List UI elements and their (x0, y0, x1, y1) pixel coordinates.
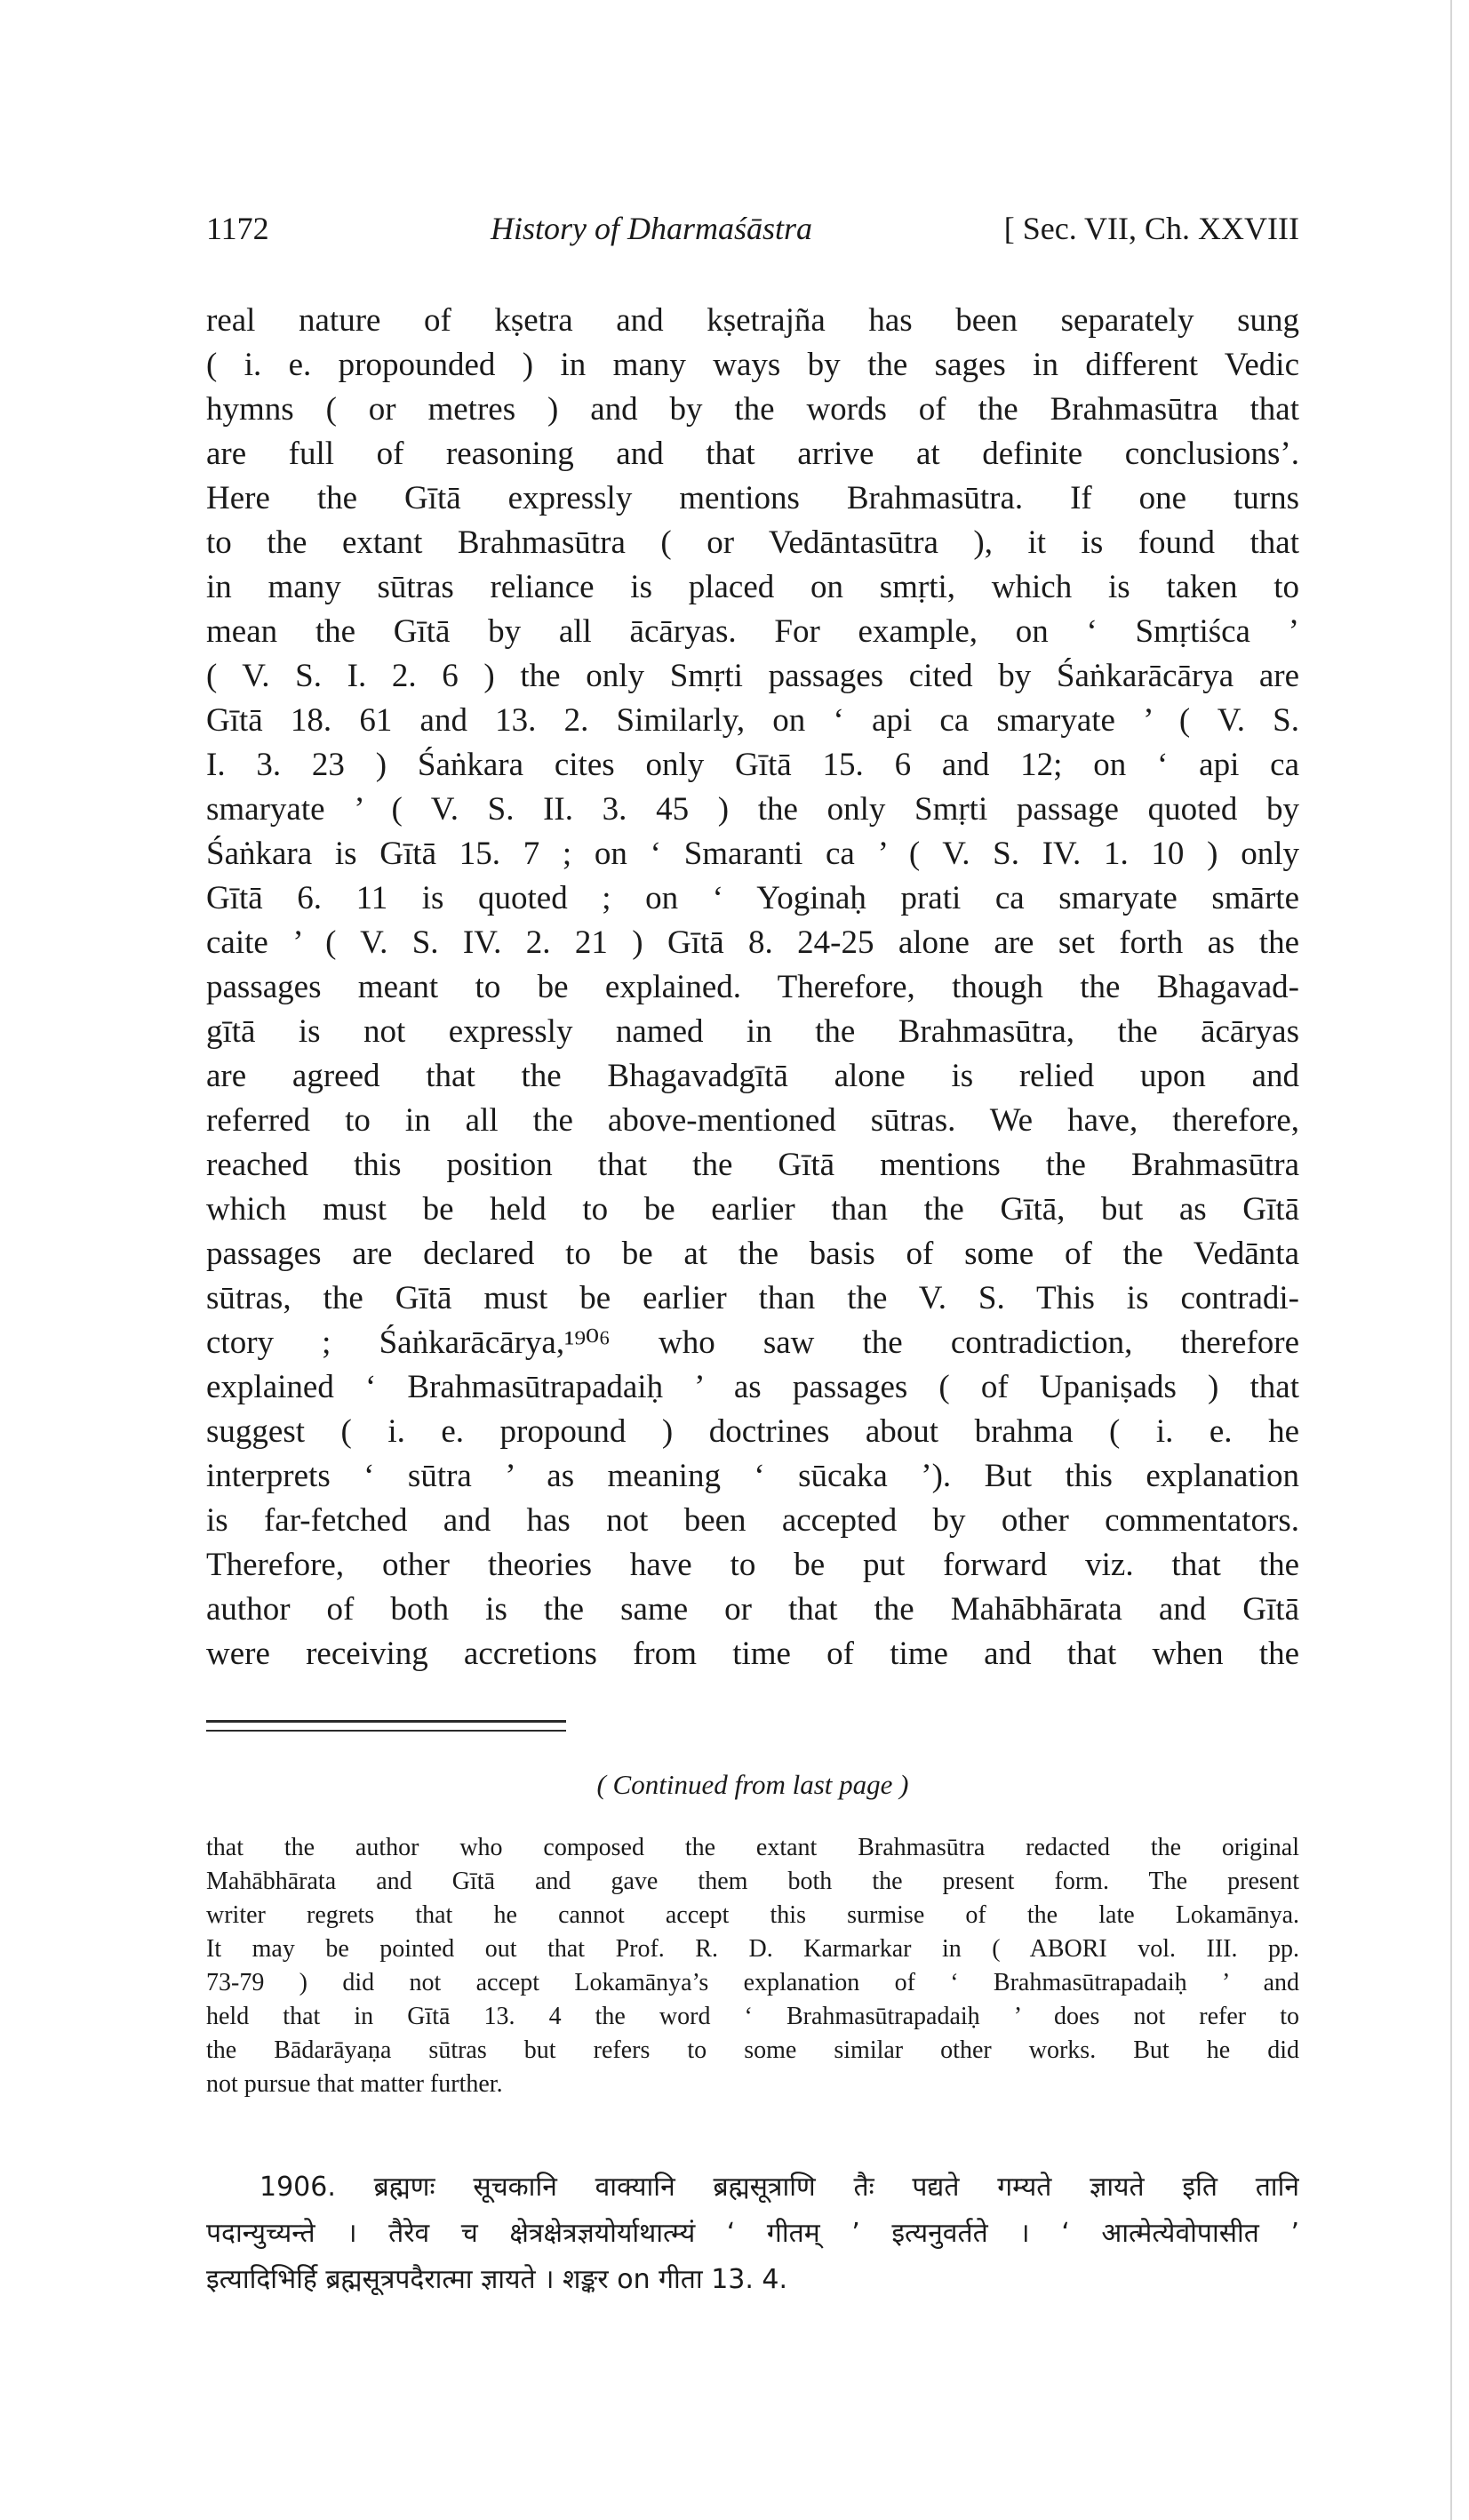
body-line: Śaṅkara is Gītā 15. 7 ; on ‘ Smaranti ca ’ ( V. S. IV. 1. 10 ) only (206, 836, 1299, 872)
body-line: smaryate ’ ( V. S. II. 3. 45 ) the only Smṛti passage quoted by (206, 791, 1299, 828)
body-line: which must be held to be earlier than the Gītā, but as Gītā (206, 1191, 1299, 1228)
main-body-text (206, 299, 1299, 1676)
body-line: passages are declared to be at the basis of some of the Vedānta (206, 1236, 1299, 1272)
body-line: Gītā 6. 11 is quoted ; on ‘ Yoginaḥ prati ca smaryate smārte (206, 880, 1299, 916)
body-line: to the extant Brahmasūtra ( or Vedāntasūtra ), it is found that (206, 524, 1299, 561)
footnote-line: Mahābhārata and Gītā and gave them both the present form. The present (206, 1868, 1299, 1895)
body-line: suggest ( i. e. propound ) doctrines about brahma ( i. e. he (206, 1413, 1299, 1450)
footnote-line: held that in Gītā 13. 4 the word ‘ Brahmasūtrapadaiḥ ’ does not refer to (206, 2003, 1299, 2030)
footnote-divider (206, 1720, 566, 1732)
body-line: reached this position that the Gītā mentions the Brahmasūtra (206, 1147, 1299, 1183)
body-line: real nature of kṣetra and kṣetrajña has been separately sung (206, 302, 1299, 339)
body-line: Here the Gītā expressly mentions Brahmasūtra. If one turns (206, 480, 1299, 516)
footnote-continued-label: ( Continued from last page ) (596, 1769, 909, 1800)
body-line: ( V. S. I. 2. 6 ) the only Smṛti passages cited by Śaṅkarācārya are (206, 658, 1299, 694)
body-line: ( i. e. propounded ) in many ways by the sages in different Vedic (206, 347, 1299, 383)
footnote-1906-line: इत्यादिभिर्हि ब्रह्मसूत्रपदैरात्मा ज्ञायते । शङ्कर on गीता 13. 4. (206, 2264, 788, 2295)
body-line: mean the Gītā by all ācāryas. For example, on ‘ Smṛtiśca ’ (206, 613, 1299, 650)
body-line: ctory ; Śaṅkarācārya,¹⁹⁰⁶ who saw the contradiction, therefore (206, 1324, 1299, 1361)
body-line: I. 3. 23 ) Śaṅkara cites only Gītā 15. 6 and 12; on ‘ api ca (206, 747, 1299, 783)
page-header (206, 210, 1299, 263)
body-line: hymns ( or metres ) and by the words of the Brahmasūtra that (206, 391, 1299, 428)
footnote-line: not pursue that matter further. (206, 2070, 503, 2098)
footnote-line: 73-79 ) did not accept Lokamānya’s explanation of ‘ Brahmasūtrapadaiḥ ’ and (206, 1969, 1299, 1996)
body-line: passages meant to be explained. Therefore, though the Bhagavad- (206, 969, 1299, 1005)
footnote-1906 (206, 2164, 1299, 2303)
footnote-line: writer regrets that he cannot accept this surmise of the late Lokamānya. (206, 1901, 1299, 1929)
body-line: sūtras, the Gītā must be earlier than the V. S. This is contradi- (206, 1280, 1299, 1316)
body-line: are agreed that the Bhagavadgītā alone is relied upon and (206, 1058, 1299, 1094)
page-edge (1450, 0, 1452, 2520)
body-line: referred to in all the above-mentioned sūtras. We have, therefore, (206, 1102, 1299, 1139)
body-line: interprets ‘ sūtra ’ as meaning ‘ sūcaka ’). But this explanation (206, 1458, 1299, 1494)
section-reference: [ Sec. VII, Ch. XXVIII (1003, 211, 1299, 246)
footnote-line: It may be pointed out that Prof. R. D. Karmarkar in ( ABORI vol. III. pp. (206, 1935, 1299, 1963)
body-line: are full of reasoning and that arrive at definite conclusions’. (206, 436, 1299, 472)
footnote-continued-text (206, 1831, 1299, 2101)
body-line: is far-fetched and has not been accepted by other commentators. (206, 1502, 1299, 1539)
page-number: 1172 (206, 211, 269, 246)
footnote-line: that the author who composed the extant Brahmasūtra redacted the original (206, 1834, 1299, 1861)
body-line: were receiving accretions from time of time and that when the (206, 1636, 1299, 1672)
running-title: History of Dharmaśāstra (491, 211, 813, 246)
body-line: in many sūtras reliance is placed on smṛti, which is taken to (206, 569, 1299, 605)
footnote-line: the Bādarāyaṇa sūtras but refers to some similar other works. But he did (206, 2036, 1299, 2064)
body-line: caite ’ ( V. S. IV. 2. 21 ) Gītā 8. 24-25 alone are set forth as the (206, 924, 1299, 961)
body-line: Gītā 18. 61 and 13. 2. Similarly, on ‘ api ca smaryate ’ ( V. S. (206, 702, 1299, 739)
footnote-1906-line: पदान्युच्यन्ते । तैरेव च क्षेत्रक्षेत्रज्ञयोर्याथात्म्यं ‘ गीतम् ’ इत्यनुवर्तते । ‘ आत्मेत्येवोपासीत ’ (206, 2218, 1299, 2249)
body-line: explained ‘ Brahmasūtrapadaiḥ ’ as passages ( of Upaniṣads ) that (206, 1369, 1299, 1405)
footnote-1906-line: 1906. ब्रह्मणः सूचकानि वाक्यानि ब्रह्मसूत्राणि तैः पद्यते गम्यते ज्ञायते इति तानि (259, 2172, 1299, 2203)
body-line: author of both is the same or that the Mahābhārata and Gītā (206, 1591, 1299, 1628)
body-line: gītā is not expressly named in the Brahmasūtra, the ācāryas (206, 1013, 1299, 1050)
body-line: Therefore, other theories have to be put forward viz. that the (206, 1547, 1299, 1583)
